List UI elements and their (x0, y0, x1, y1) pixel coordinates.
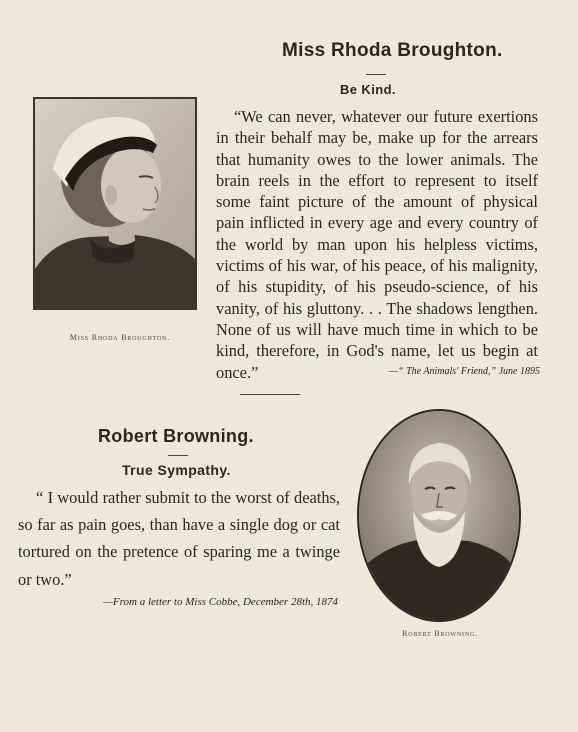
quote-attribution: —From a letter to Miss Cobbe, December 28th, 1874 (103, 596, 338, 608)
quote-block (216, 106, 538, 383)
section-subtitle: Be Kind. (340, 82, 396, 97)
title-rule (366, 74, 386, 75)
portrait-caption: Miss Rhoda Broughton. (69, 333, 171, 342)
portrait-image (357, 409, 521, 622)
portrait-illustration (35, 99, 195, 308)
portrait-illustration (359, 411, 519, 620)
section-title: Miss Rhoda Broughton. (282, 40, 503, 61)
section-divider (240, 394, 300, 395)
quote-attribution: —“ The Animals' Friend,” June 1895 (389, 366, 540, 377)
section-title: Robert Browning. (98, 426, 254, 446)
section-subtitle: True Sympathy. (122, 462, 231, 478)
portrait-image (33, 97, 197, 310)
portrait-caption: Robert Browning. (402, 629, 478, 638)
quote-block (18, 484, 340, 593)
quote-text: “ I would rather submit to the worst of deaths, so far as pain goes, than have a single dog or cat tortured on the pretence of sparing me a twinge or two.” (18, 488, 340, 589)
quote-text: “We can never, whatever our future exertions in their behalf may be, make up for the arrears that humanity owes to the lower animals. The brain reels in the effort to represent to itself some faint picture of the amount of physical pain inflicted in every age and every country of the world by man upon his helpless victims, victims of his war, of his peace, of his malignity, of his stupidity, of his pseudo-science, of his vanity, of his gluttony. . . The shadows lengthen. None of us will have much time in which to be kind, therefore, in God's name, let us begin at once.” (216, 107, 538, 382)
title-rule (168, 455, 188, 456)
